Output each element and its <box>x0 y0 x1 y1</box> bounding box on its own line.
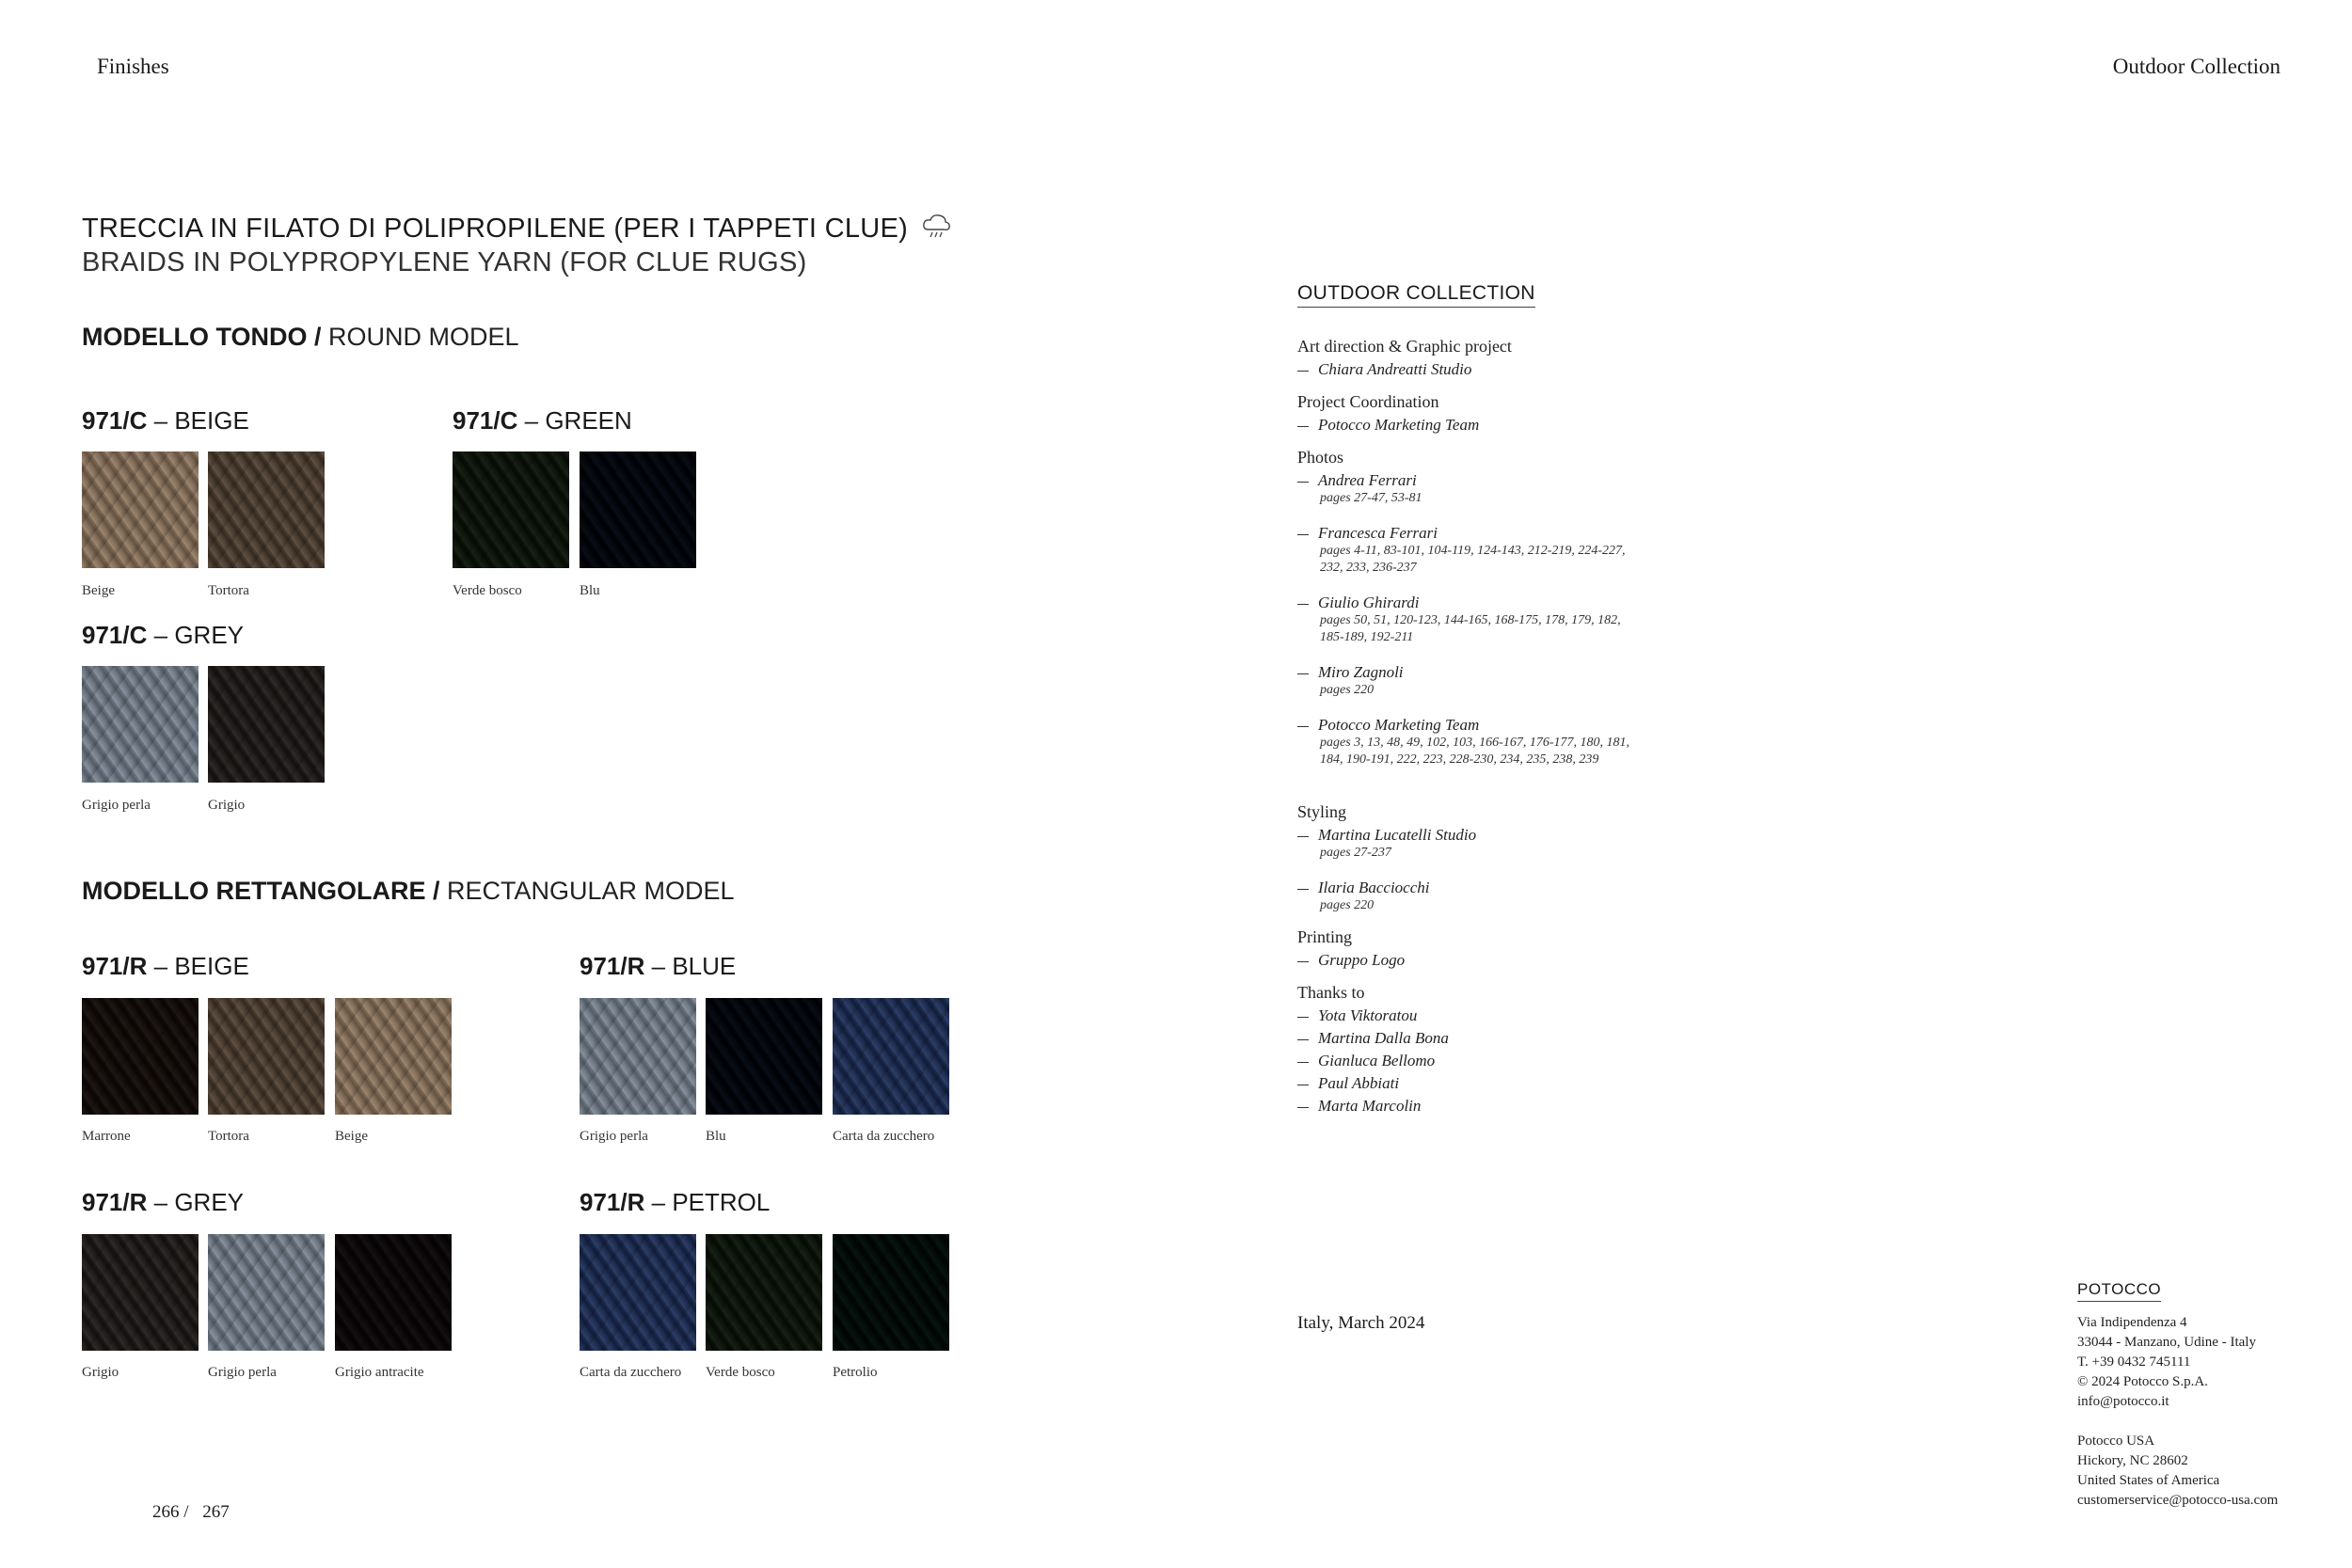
swatch-label: Blu <box>580 583 600 598</box>
usa-line: Hickory, NC 28602 <box>2077 1453 2188 1468</box>
round-model-heading <box>82 323 519 352</box>
credit-role: Photos <box>1297 448 1344 467</box>
rect-model-en: RECTANGULAR MODEL <box>447 877 735 905</box>
swatch-label: Tortora <box>208 1129 249 1144</box>
swatch-label: Grigio perla <box>82 798 151 813</box>
swatch[interactable] <box>580 451 696 568</box>
credit-role: Thanks to <box>1297 983 1365 1002</box>
credit-pages: pages 220 <box>1320 898 1375 912</box>
swatch[interactable] <box>208 666 325 783</box>
usa-email-link[interactable]: customerservice@potocco-usa.com <box>2077 1493 2279 1508</box>
swatch-label: Petrolio <box>833 1365 878 1380</box>
credit-role: Project Coordination <box>1297 392 1439 411</box>
credits-list <box>1297 337 1692 1116</box>
dash-bullet <box>1297 604 1309 605</box>
dash-bullet <box>1297 371 1309 372</box>
swatch-label: Marrone <box>82 1129 131 1144</box>
credit-name: Yota Viktoratou <box>1297 1006 1692 1025</box>
swatch-label: Grigio antracite <box>335 1365 424 1380</box>
running-header-right: Outdoor Collection <box>2112 55 2280 78</box>
group-code-heading: 971/C – GREEN <box>453 406 632 435</box>
credit-name: Potocco Marketing Team <box>1297 416 1692 435</box>
swatch-label: Verde bosco <box>706 1365 775 1380</box>
swatch-label: Carta da zucchero <box>833 1129 935 1144</box>
credit-name: Andrea Ferrari <box>1297 471 1692 490</box>
swatch-label: Carta da zucchero <box>580 1365 682 1380</box>
dash-bullet <box>1297 426 1309 427</box>
group-code-heading: 971/R – BLUE <box>580 952 737 980</box>
credit-name: Marta Marcolin <box>1297 1097 1692 1116</box>
credit-role: Art direction & Graphic project <box>1297 337 1512 356</box>
title-english: BRAIDS IN POLYPROPYLENE YARN (FOR CLUE RUGS) <box>82 247 807 278</box>
swatch-label: Grigio <box>82 1365 119 1380</box>
group-code-heading: 971/R – BEIGE <box>82 952 249 980</box>
group-code-heading: 971/C – BEIGE <box>82 406 249 435</box>
credit-role: Styling <box>1297 802 1347 821</box>
dash-bullet <box>1297 1017 1309 1018</box>
credit-name: Miro Zagnoli <box>1297 663 1692 682</box>
company-name: POTOCCO <box>2077 1280 2161 1302</box>
credit-name: Martina Dalla Bona <box>1297 1029 1692 1048</box>
swatch[interactable] <box>82 998 199 1115</box>
group-code-heading: 971/R – GREY <box>82 1188 244 1216</box>
dash-bullet <box>1297 482 1309 483</box>
credit-name: Martina Lucatelli Studio <box>1297 826 1692 845</box>
swatch-label: Grigio perla <box>208 1365 277 1380</box>
round-model-it: MODELLO TONDO / <box>82 323 322 351</box>
dash-bullet <box>1297 1062 1309 1063</box>
dash-bullet <box>1297 726 1309 727</box>
credit-pages: pages 27-47, 53-81 <box>1320 491 1422 505</box>
credit-name: Francesca Ferrari <box>1297 524 1692 543</box>
swatch[interactable] <box>208 451 325 568</box>
credit-pages: pages 4-11, 83-101, 104-119, 124-143, 212-219, 224-227, 232, 233, 236-237 <box>1320 544 1626 575</box>
dash-bullet <box>1297 1039 1309 1040</box>
page-numbers <box>152 1502 230 1523</box>
rain-cloud-icon <box>921 213 951 246</box>
dash-bullet <box>1297 836 1309 837</box>
swatch-label: Grigio perla <box>580 1129 648 1144</box>
usa-line: United States of America <box>2077 1473 2220 1488</box>
credit-pages: pages 3, 13, 48, 49, 102, 103, 166-167, 176-177, 180, 181, 184, 190-191, 222, 223, 228-230, 234, 235, 238, 239 <box>1320 736 1629 767</box>
usa-line: Potocco USA <box>2077 1433 2155 1449</box>
section-title <box>82 213 951 278</box>
swatch[interactable] <box>833 1234 949 1351</box>
credit-pages: pages 27-237 <box>1320 846 1391 860</box>
dash-bullet <box>1297 534 1309 535</box>
dash-bullet <box>1297 961 1309 962</box>
email-link[interactable]: info@potocco.it <box>2077 1394 2169 1409</box>
rect-model-heading <box>82 877 735 906</box>
page-number-left: 266 / <box>152 1502 189 1522</box>
swatch-label: Beige <box>82 583 115 598</box>
round-model-en: ROUND MODEL <box>328 323 519 351</box>
swatch[interactable] <box>208 998 325 1115</box>
swatch[interactable] <box>706 1234 822 1351</box>
swatch-label: Grigio <box>208 798 246 813</box>
swatch-label: Verde bosco <box>453 583 522 598</box>
credit-name: Giulio Ghirardi <box>1297 594 1692 612</box>
credit-name: Gruppo Logo <box>1297 951 1692 970</box>
swatch[interactable] <box>453 451 569 568</box>
title-italian: TRECCIA IN FILATO DI POLIPROPILENE (PER I TAPPETI CLUE) <box>82 214 909 244</box>
swatch[interactable] <box>335 1234 452 1351</box>
dash-bullet <box>1297 673 1309 674</box>
credits-heading: OUTDOOR COLLECTION <box>1297 282 1535 308</box>
swatch[interactable] <box>208 1234 325 1351</box>
credit-name: Potocco Marketing Team <box>1297 716 1692 735</box>
swatch[interactable] <box>833 998 949 1115</box>
address-line: Via Indipendenza 4 <box>2077 1315 2187 1330</box>
swatch[interactable] <box>82 1234 199 1351</box>
swatch[interactable] <box>82 451 199 568</box>
company-address <box>2077 1313 2341 1511</box>
swatch[interactable] <box>335 998 452 1115</box>
credit-name: Chiara Andreatti Studio <box>1297 360 1692 379</box>
dash-bullet <box>1297 889 1309 890</box>
group-code-heading: 971/C – GREY <box>82 621 244 649</box>
credit-name: Paul Abbiati <box>1297 1074 1692 1093</box>
swatch-label: Beige <box>335 1129 368 1144</box>
credit-pages: pages 220 <box>1320 683 1375 697</box>
edition-date: Italy, March 2024 <box>1297 1313 1425 1333</box>
swatch[interactable] <box>706 998 822 1115</box>
swatch[interactable] <box>82 666 199 783</box>
group-code-heading: 971/R – PETROL <box>580 1188 771 1216</box>
credit-pages: pages 50, 51, 120-123, 144-165, 168-175, 178, 179, 182, 185-189, 192-211 <box>1320 613 1621 644</box>
page-number-right: 267 <box>202 1502 230 1522</box>
swatch[interactable] <box>580 998 696 1115</box>
swatch[interactable] <box>580 1234 696 1351</box>
credit-name: Gianluca Bellomo <box>1297 1052 1692 1070</box>
swatch-label: Tortora <box>208 583 249 598</box>
credit-name: Ilaria Bacciocchi <box>1297 879 1692 897</box>
swatch-label: Blu <box>706 1129 726 1144</box>
credit-role: Printing <box>1297 927 1353 946</box>
phone-line: T. +39 0432 745111 <box>2077 1354 2191 1370</box>
address-line: 33044 - Manzano, Udine - Italy <box>2077 1335 2256 1350</box>
copyright-line: © 2024 Potocco S.p.A. <box>2077 1374 2208 1389</box>
dash-bullet <box>1297 1107 1309 1108</box>
running-header-left: Finishes <box>97 55 169 78</box>
rect-model-it: MODELLO RETTANGOLARE / <box>82 877 440 905</box>
